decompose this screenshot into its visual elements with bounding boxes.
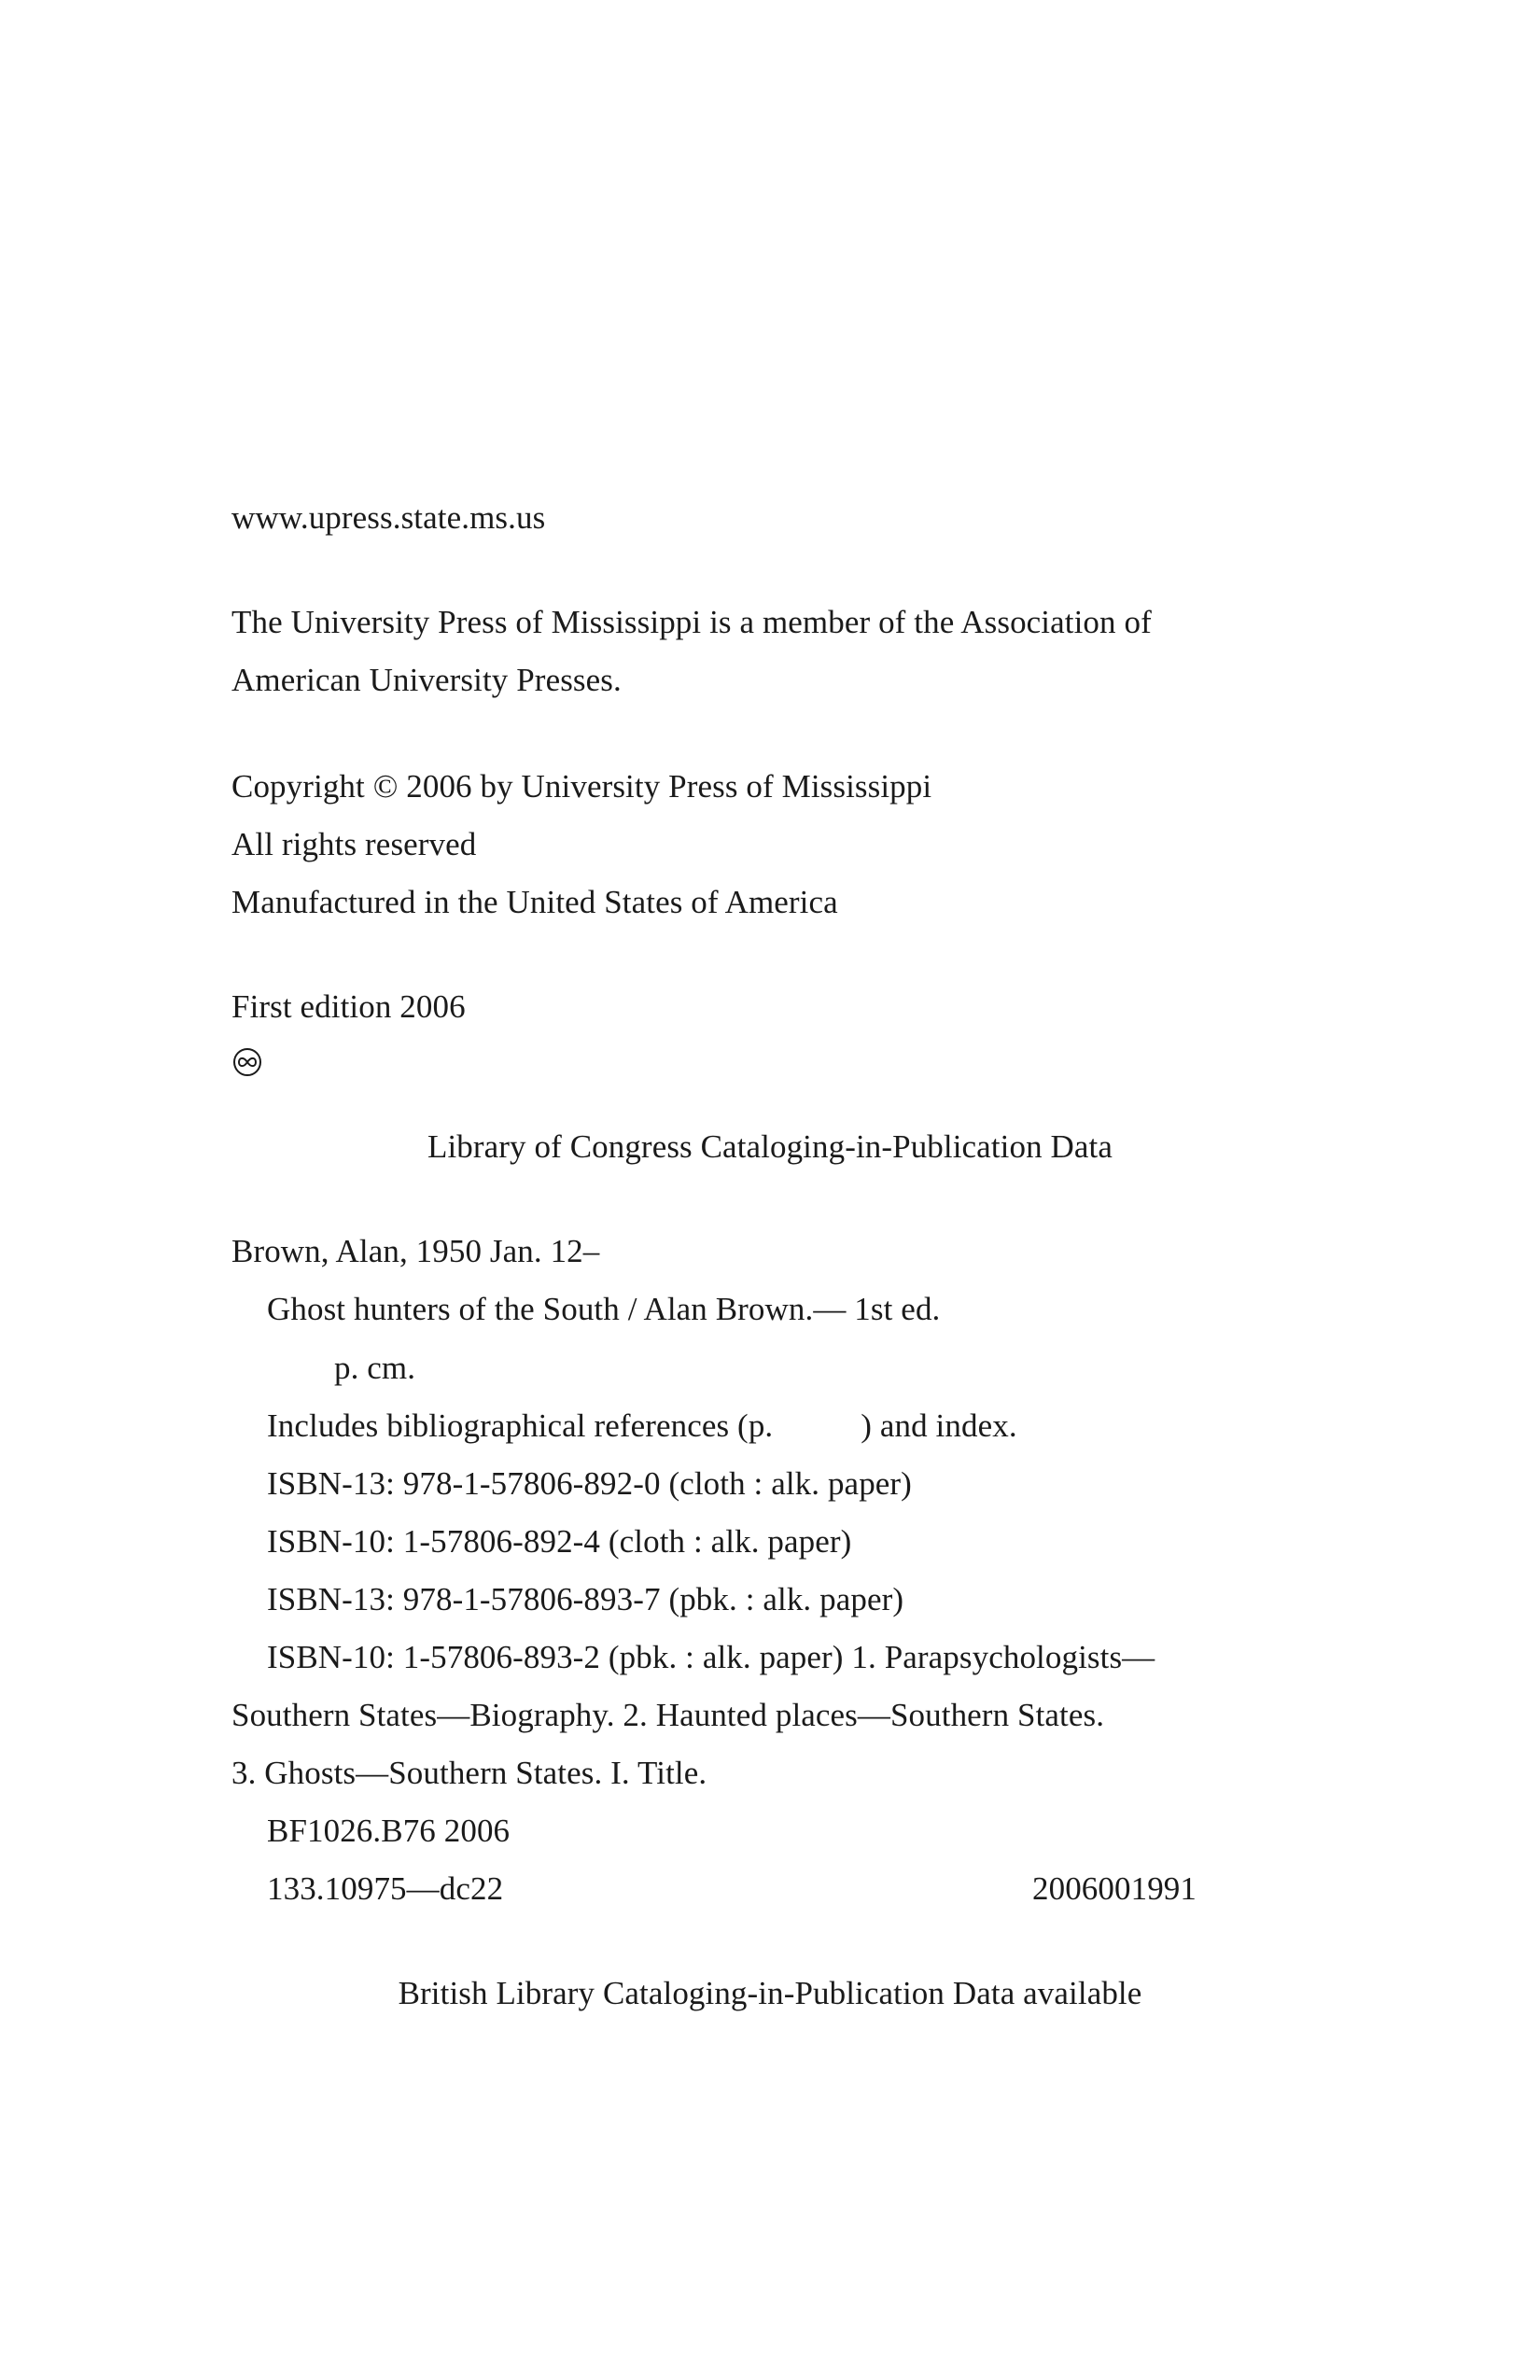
cip-subjects-line-2: 3. Ghosts—Southern States. I. Title. (231, 1755, 707, 1791)
permanence-of-paper-infinity-icon (232, 1047, 262, 1077)
cip-isbn-10-cloth: ISBN-10: 1-57806-892-4 (cloth : alk. paper) (267, 1523, 852, 1560)
manufactured-in: Manufactured in the United States of America (231, 884, 838, 920)
cip-isbn-10-pbk: ISBN-10: 1-57806-893-2 (pbk. : alk. paper) 1. Parapsychologists— (267, 1639, 1155, 1675)
cip-subjects-line-1: Southern States—Biography. 2. Haunted places—Southern States. (231, 1697, 1105, 1733)
membership-line-1: The University Press of Mississippi is a member of the Association of (231, 604, 1152, 640)
cip-bibliography-suffix: ) and index. (861, 1407, 1017, 1444)
cip-lc-class: BF1026.B76 2006 (267, 1813, 511, 1849)
loc-cip-heading: Library of Congress Cataloging-in-Publication Data (427, 1128, 1113, 1165)
cip-dewey: 133.10975—dc22 (267, 1870, 504, 1907)
cip-author: Brown, Alan, 1950 Jan. 12– (231, 1233, 600, 1269)
membership-line-2: American University Presses. (231, 662, 622, 698)
cip-pages: p. cm. (334, 1350, 416, 1386)
cip-isbn-13-cloth: ISBN-13: 978-1-57806-892-0 (cloth : alk. paper) (267, 1465, 912, 1502)
cip-isbn-13-pbk: ISBN-13: 978-1-57806-893-7 (pbk. : alk. paper) (267, 1581, 904, 1617)
cip-title: Ghost hunters of the South / Alan Brown.— 1st ed. (267, 1291, 941, 1327)
british-library-note: British Library Cataloging-in-Publication Data available (398, 1975, 1142, 2011)
cip-bibliography (267, 1407, 1017, 1445)
publisher-website: www.upress.state.ms.us (231, 499, 546, 536)
rights-reserved: All rights reserved (231, 826, 477, 862)
edition-line: First edition 2006 (231, 988, 466, 1025)
copyright-notice: Copyright © 2006 by University Press of Mississippi (231, 768, 932, 805)
cip-bibliography-prefix: Includes bibliographical references (p. (267, 1407, 774, 1444)
cip-lccn: 2006001991 (1032, 1870, 1197, 1907)
